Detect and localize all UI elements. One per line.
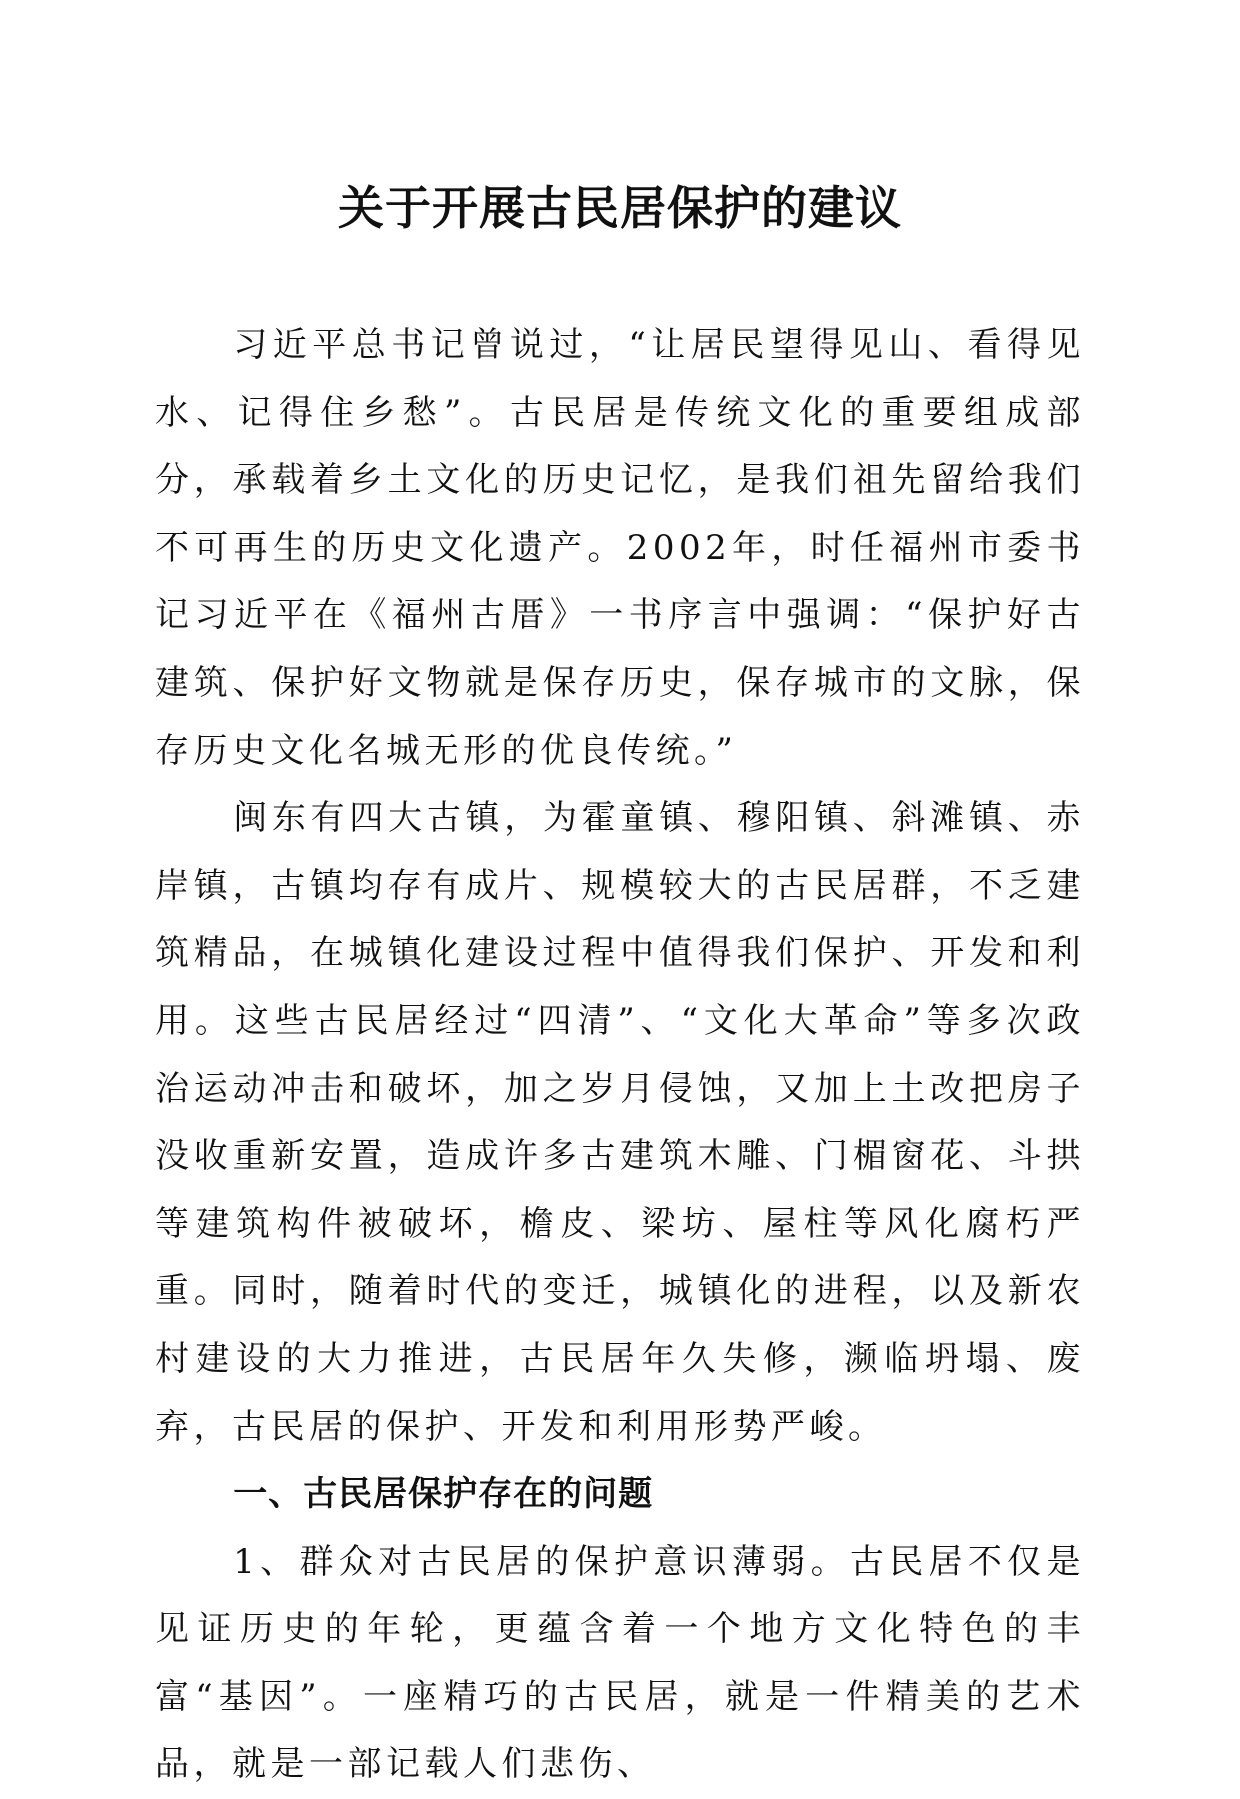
paragraph-mindong-towns: 闽东有四大古镇，为霍童镇、穆阳镇、斜滩镇、赤岸镇，古镇均存有成片、规模较大的古民居群，不乏建筑精品，在城镇化建设过程中值得我们保护、开发和利用。这些古民居经过“四清”、“文化大革命”等多次政治运动冲击和破坏，加之岁月侵蚀，又加上土改把房子没收重新安置，造成许多古建筑木雕、门楣窗花、斗拱等建筑构件被破坏，檐皮、梁坊、屋柱等风化腐朽严重。同时，随着时代的变迁，城镇化的进程，以及新农村建设的大力推进，古民居年久失修，濒临坍塌、废弃，古民居的保护、开发和利用形势严峻。 bbox=[155, 798, 1085, 1447]
paragraph-intro: 习近平总书记曾说过，“让居民望得见山、看得见水、记得住乡愁”。古民居是传统文化的重要组成部分，承载着乡土文化的历史记忆，是我们祖先留给我们不可再生的历史文化遗产。2002年，时任福州市委书记习近平在《福州古厝》一书序言中强调：“保护好古建筑、保护好文物就是保存历史，保存城市的文脉，保存历史文化名城无形的优良传统。” bbox=[155, 325, 1085, 771]
document-title: 关于开展古民居保护的建议 bbox=[338, 181, 902, 235]
section-heading-problems: 一、古民居保护存在的问题 bbox=[233, 1474, 654, 1515]
document-body bbox=[155, 312, 1085, 1799]
paragraph-problem-1: 1、群众对古民居的保护意识薄弱。古民居不仅是见证历史的年轮，更蕴含着一个地方文化特色的丰富“基因”。一座精巧的古民居，就是一件精美的艺术品，就是一部记载人们悲伤、 bbox=[155, 1541, 1085, 1785]
